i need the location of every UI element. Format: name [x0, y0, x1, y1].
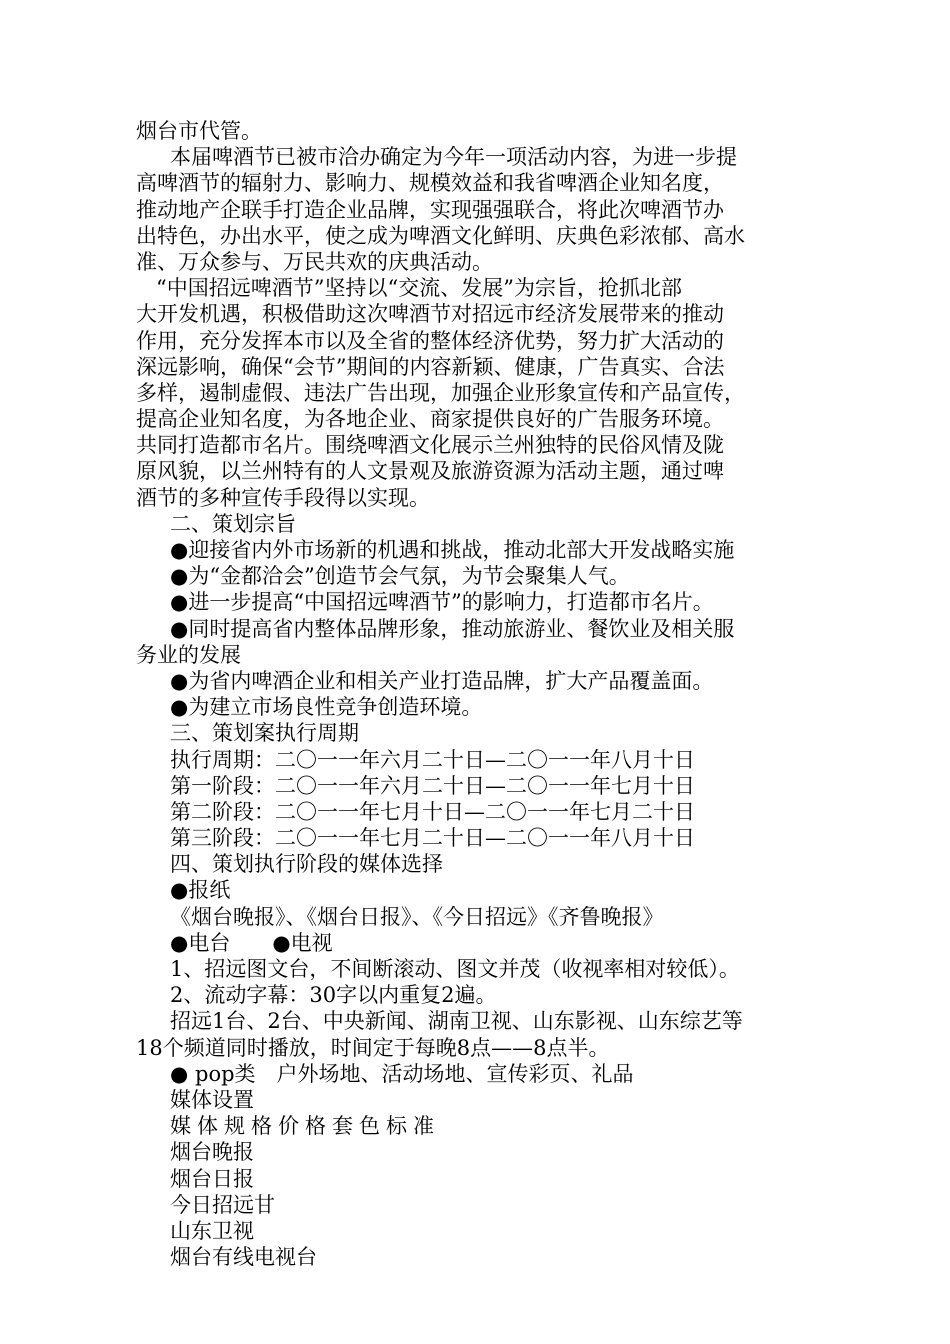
paragraph-line: 作用，充分发挥本市以及全省的整体经济优势，努力扩大活动的: [136, 328, 724, 353]
media-detail-line: 1、招远图文台，不间断滚动、图文并茂（收视率相对较低）。: [170, 957, 740, 981]
section-heading: 四、策划执行阶段的媒体选择: [170, 852, 443, 877]
bullet-line: ●为建立市场良性竞争创造环境。: [170, 695, 483, 720]
paragraph-line: 酒节的多种宣传手段得以实现。: [136, 485, 430, 510]
schedule-line: 第二阶段：二〇一一年七月十日—二〇一一年七月二十日: [170, 799, 695, 824]
bullet-continuation: 务业的发展: [136, 642, 241, 667]
media-row: 烟台有线电视台: [170, 1245, 317, 1270]
table-header-line: 媒体规格价格套色标准: [170, 1114, 440, 1139]
media-row: 山东卫视: [170, 1218, 254, 1243]
bullet-line: ●迎接省内外市场新的机遇和挑战，推动北部大开发战略实施: [170, 538, 735, 562]
media-row: 今日招远甘: [170, 1192, 275, 1217]
media-row: 烟台晚报: [170, 1140, 254, 1165]
paragraph-line: 共同打造都市名片。围绕啤酒文化展示兰州独特的民俗风情及陇: [136, 433, 724, 458]
paragraph-line: 多样，遏制虚假、违法广告出现，加强企业形象宣传和产品宣传，: [136, 380, 745, 405]
section-heading: 三、策划案执行周期: [170, 721, 359, 746]
media-detail-line: 2、流动字幕：30字以内重复2遍。: [170, 983, 497, 1008]
bullet-line: ●为省内啤酒企业和相关产业打造品牌，扩大产品覆盖面。: [170, 668, 714, 693]
paragraph-line: 出特色，办出水平，使之成为啤酒文化鲜明、庆典色彩浓郁、高水: [136, 223, 745, 248]
paragraph-line: 大开发机遇，积极借助这次啤酒节对招远市经济发展带来的推动: [136, 302, 724, 327]
paragraph-line: 深远影响，确保“会节”期间的内容新颖、健康，广告真实、合法: [136, 354, 725, 379]
paragraph-line: 高啤酒节的辐射力、影响力、规模效益和我省啤酒企业知名度，: [136, 171, 724, 196]
schedule-line: 第三阶段：二〇一一年七月二十日—二〇一一年八月十日: [170, 826, 695, 851]
schedule-line: 第一阶段：二〇一一年六月二十日—二〇一一年七月十日: [170, 773, 695, 798]
subheading-line: 媒体设置: [170, 1087, 254, 1112]
document-body: [136, 118, 816, 1270]
paragraph-line: 原风貌，以兰州特有的人文景观及旅游资源为活动主题，通过啤: [136, 459, 724, 484]
paragraph-line: 准、万众参与、万民共欢的庆典活动。: [136, 249, 493, 274]
bullet-line: ● pop类 户外场地、活动场地、宣传彩页、礼品: [170, 1061, 634, 1086]
media-row: 烟台日报: [170, 1166, 254, 1191]
text-line: 烟台市代管。: [136, 119, 262, 143]
paragraph-line: 本届啤酒节已被市洽办确定为今年一项活动内容，为进一步提: [170, 145, 737, 170]
media-detail-line: 招远1台、2台、中央新闻、湖南卫视、山东影视、山东综艺等: [170, 1009, 743, 1034]
paragraph-line: 推动地产企联手打造企业品牌，实现强强联合，将此次啤酒节办: [136, 197, 724, 222]
bullet-line: ●同时提高省内整体品牌形象，推动旅游业、餐饮业及相关服: [170, 616, 735, 641]
section-heading: 二、策划宗旨: [170, 511, 296, 536]
bullet-line: ●进一步提高“中国招远啤酒节”的影响力，打造都市名片。: [170, 590, 714, 615]
bullet-line: ●为“金都洽会”创造节会气氛，为节会聚集人气。: [170, 564, 630, 589]
paragraph-line: 提高企业知名度，为各地企业、商家提供良好的广告服务环境。: [136, 407, 724, 432]
media-list-line: 《烟台晚报》、《烟台日报》、《今日招远》《齐鲁晚报》: [170, 904, 664, 929]
media-detail-line: 18个频道同时播放，时间定于每晚8点——8点半。: [136, 1035, 610, 1060]
bullet-line: ●电台 ●电视: [170, 930, 333, 955]
schedule-line: 执行周期：二〇一一年六月二十日—二〇一一年八月十日: [170, 747, 695, 772]
paragraph-line: “中国招远啤酒节”坚持以“交流、发展”为宗旨，抢抓北部: [156, 276, 682, 301]
bullet-line: ●报纸: [170, 878, 231, 903]
